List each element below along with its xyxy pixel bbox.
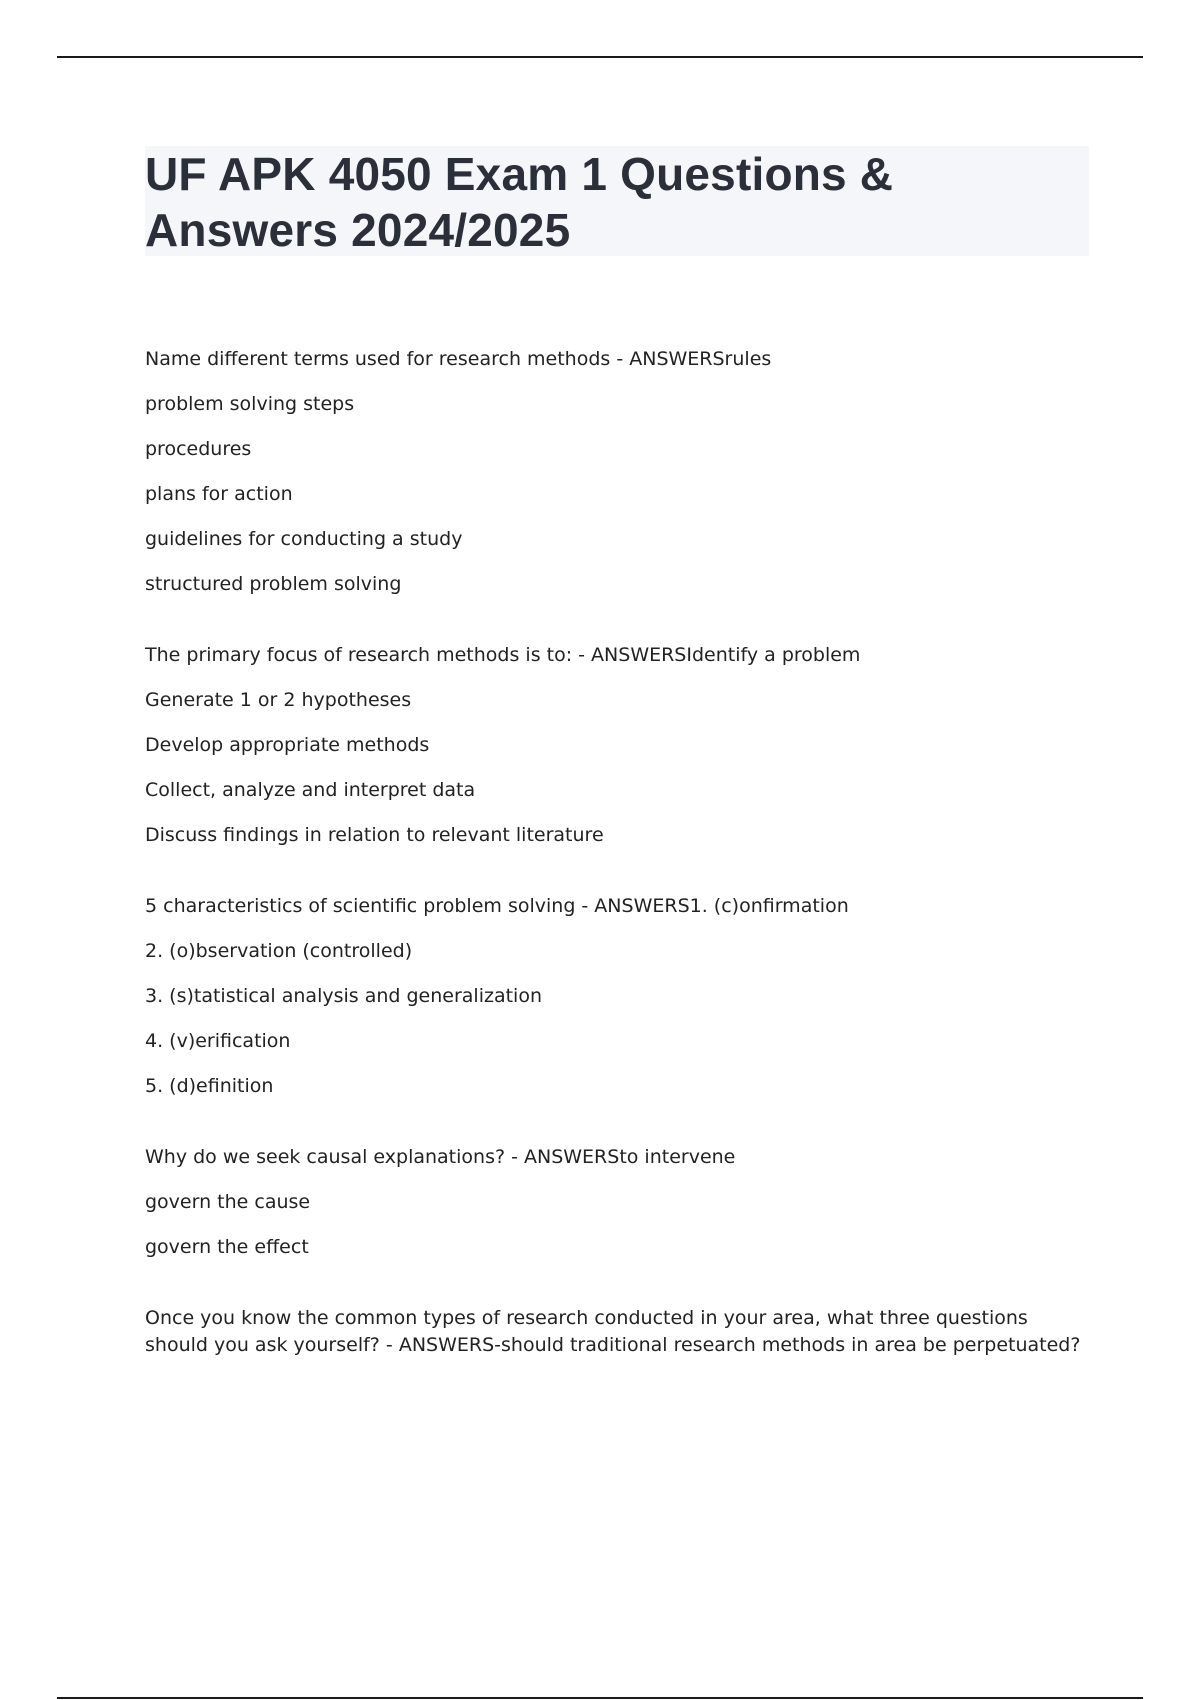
answer-line: problem solving steps xyxy=(145,393,355,415)
title-block xyxy=(145,146,1089,256)
answer-line: guidelines for conducting a study xyxy=(145,528,463,550)
page-title: UF APK 4050 Exam 1 Questions & Answers 2024/2025 xyxy=(145,148,894,256)
footer-rule xyxy=(57,1697,1143,1699)
answer-line: 5. (d)efinition xyxy=(145,1075,274,1097)
answer-line: govern the effect xyxy=(145,1236,309,1258)
answer-line: 4. (v)erification xyxy=(145,1030,291,1052)
qa-item-1 xyxy=(145,346,1095,598)
qa-item-5 xyxy=(145,1305,1095,1359)
answer-line: Discuss findings in relation to relevant literature xyxy=(145,824,604,846)
answer-line: structured problem solving xyxy=(145,573,402,595)
answer-line: Collect, analyze and interpret data xyxy=(145,779,476,801)
qa-content xyxy=(145,346,1095,1403)
question-text: 5 characteristics of scientific problem solving - ANSWERS1. (c)onfirmation xyxy=(145,895,849,917)
question-text: Name different terms used for research methods - ANSWERSrules xyxy=(145,348,772,370)
answer-line: procedures xyxy=(145,438,252,460)
qa-item-2 xyxy=(145,642,1095,849)
question-text: Why do we seek causal explanations? - ANSWERSto intervene xyxy=(145,1146,736,1168)
qa-item-4 xyxy=(145,1144,1095,1261)
question-text: The primary focus of research methods is to: - ANSWERSIdentify a problem xyxy=(145,644,861,666)
answer-line: plans for action xyxy=(145,483,293,505)
question-text: Once you know the common types of research conducted in your area, what three questions should you ask yourself? - ANSWERS-should traditional research methods in area be perpetuated? xyxy=(145,1307,1081,1356)
qa-item-3 xyxy=(145,893,1095,1100)
answer-line: 3. (s)tatistical analysis and generalization xyxy=(145,985,543,1007)
header-rule xyxy=(57,56,1143,58)
answer-line: Develop appropriate methods xyxy=(145,734,430,756)
answer-line: Generate 1 or 2 hypotheses xyxy=(145,689,412,711)
answer-line: 2. (o)bservation (controlled) xyxy=(145,940,413,962)
answer-line: govern the cause xyxy=(145,1191,311,1213)
